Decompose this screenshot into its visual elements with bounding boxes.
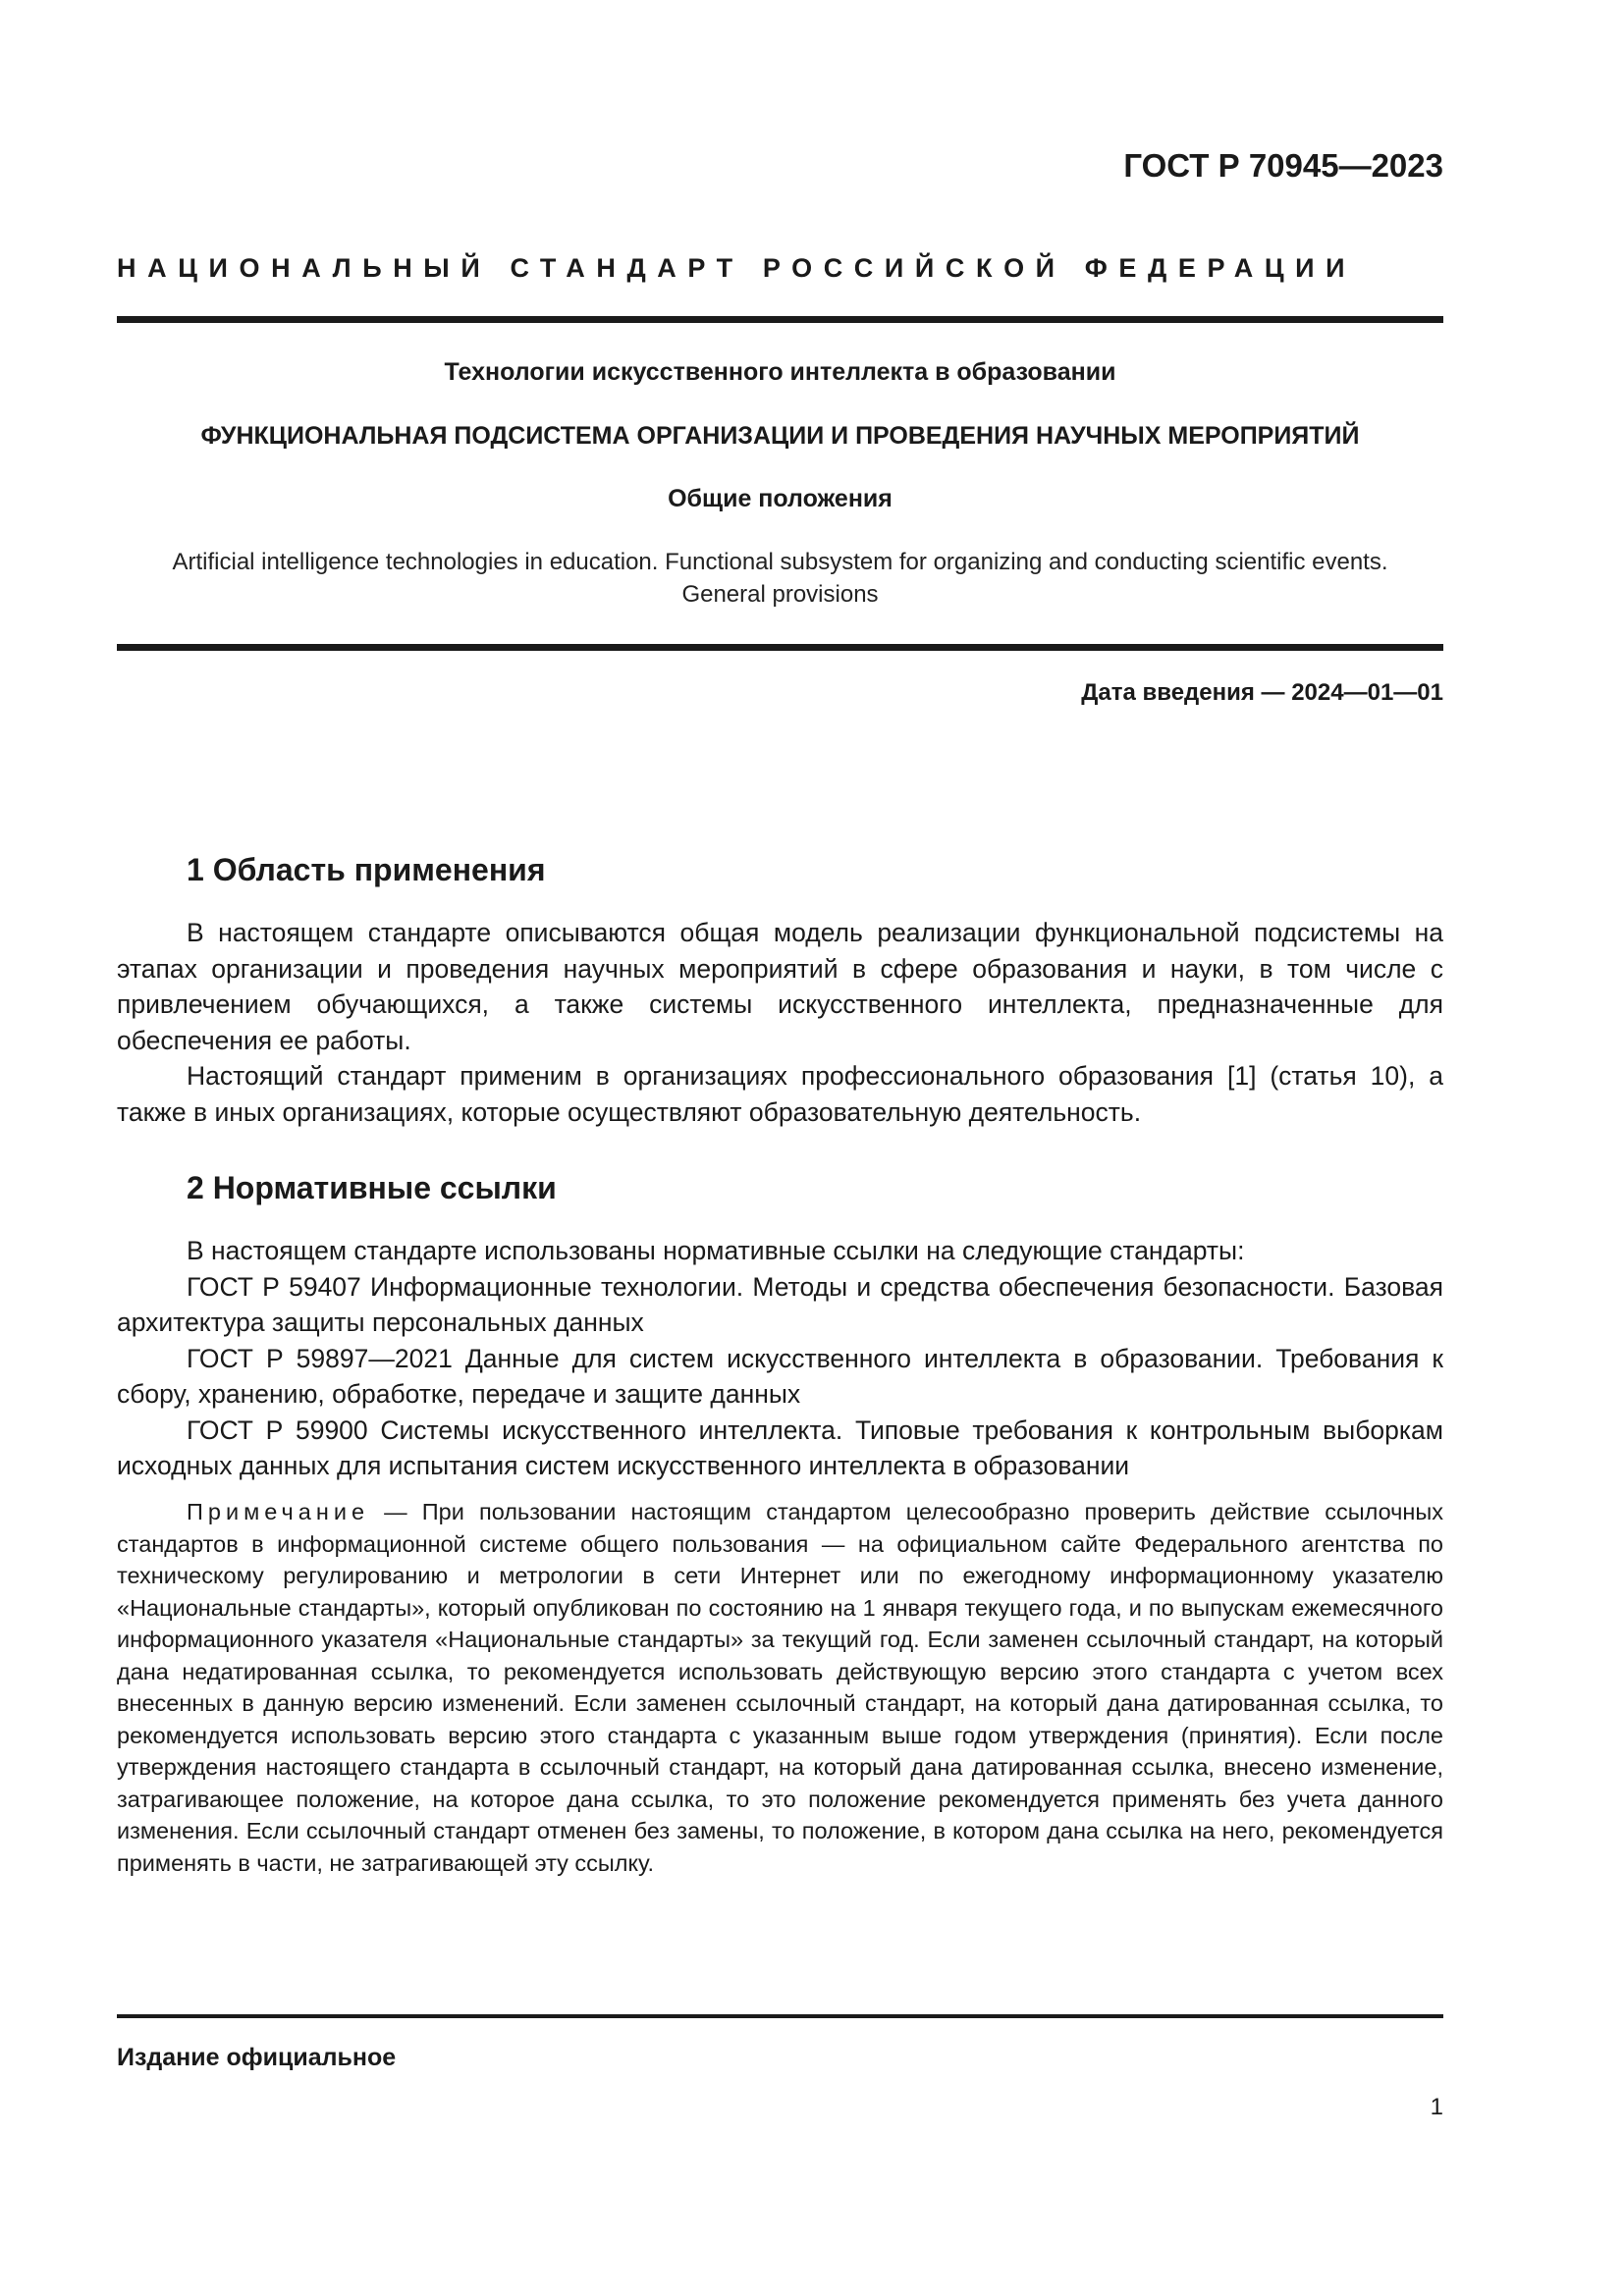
section-body-references: [117, 1233, 1443, 1484]
title-divider: [117, 644, 1443, 651]
top-divider: [117, 316, 1443, 323]
note-paragraph: [117, 1496, 1443, 1879]
footer-divider: [117, 2014, 1443, 2018]
section-heading-scope: 1 Область применения: [187, 852, 546, 887]
paragraph: Настоящий стандарт применим в организациях профессионального образования [1] (статья 10), а также в иных организациях, которые осуществляют образовательную деятельность.: [117, 1061, 1443, 1127]
introduction-date: Дата введения — 2024—01—01: [1081, 679, 1443, 706]
title-english: [117, 546, 1443, 611]
title-main: ФУНКЦИОНАЛЬНАЯ ПОДСИСТЕМА ОРГАНИЗАЦИИ И ПРОВЕДЕНИЯ НАУЧНЫХ МЕРОПРИЯТИЙ: [200, 422, 1360, 450]
note-text: — При пользовании настоящим стандартом целесообразно проверить действие ссылочных стандартов в информационной системе общего пользования — на официальном сайте Федерального агентства по техническому регулированию и метрологии в сети Интернет или по ежегодному информационному указателю «Национальные стандарты», который опубликован по состоянию на 1 января текущего года, и по выпускам ежемесячного информационного указателя «Национальные стандарты» за текущий год. Если заменен ссылочный стандарт, на который дана недатированная ссылка, то рекомендуется использовать действующую версию этого стандарта с учетом всех внесенных в данную версию изменений. Если заменен ссылочный стандарт, на который дана датированная ссылка, то рекомендуется использовать версию этого стандарта с указанным выше годом утверждения (принятия). Если после утверждения настоящего стандарта в ссылочный стандарт, на который дана датированная ссылка, внесено изменение, затрагивающее положение, на которое дана ссылка, то это положение рекомендуется применять без учета данного изменения. Если ссылочный стандарт отменен без замены, то положение, в котором дана ссылка на него, рекомендуется применять в части, не затрагивающей эту ссылку.: [117, 1499, 1443, 1876]
title-english-line-1: Artificial intelligence technologies in education. Functional subsystem for organizing and conducting scientific events.: [172, 549, 1388, 575]
document-number: ГОСТ Р 70945—2023: [1123, 147, 1443, 184]
note-label: Примечание: [187, 1499, 370, 1524]
reference-item: ГОСТ Р 59900 Системы искусственного интеллекта. Типовые требования к контрольным выборкам исходных данных для испытания систем искусственного интеллекта в образовании: [117, 1415, 1443, 1480]
reference-item: ГОСТ Р 59407 Информационные технологии. Методы и средства обеспечения безопасности. Базовая архитектура защиты персональных данных: [117, 1271, 1443, 1337]
title-subject: Технологии искусственного интеллекта в образовании: [444, 358, 1116, 386]
title-part: Общие положения: [668, 485, 893, 512]
title-english-line-2: General provisions: [681, 581, 879, 608]
edition-label: Издание официальное: [117, 2044, 397, 2071]
page-number: 1: [1430, 2094, 1443, 2120]
paragraph: В настоящем стандарте использованы нормативные ссылки на следующие стандарты:: [187, 1236, 1245, 1265]
section-heading-references: 2 Нормативные ссылки: [187, 1170, 557, 1205]
national-standard-line: НАЦИОНАЛЬНЫЙ СТАНДАРТ РОССИЙСКОЙ ФЕДЕРАЦИИ: [117, 253, 1357, 283]
reference-item: ГОСТ Р 59897—2021 Данные для систем искусственного интеллекта в образовании. Требования к сбору, хранению, обработке, передаче и защите данных: [117, 1343, 1443, 1409]
section-body-scope: [117, 915, 1443, 1130]
paragraph: В настоящем стандарте описываются общая модель реализации функциональной подсистемы на этапах организации и проведения научных мероприятий в сфере образования и науки, в том числе с привлечением обучающихся, а также системы искусственного интеллекта, предназначенные для обеспечения ее работы.: [117, 918, 1443, 1055]
